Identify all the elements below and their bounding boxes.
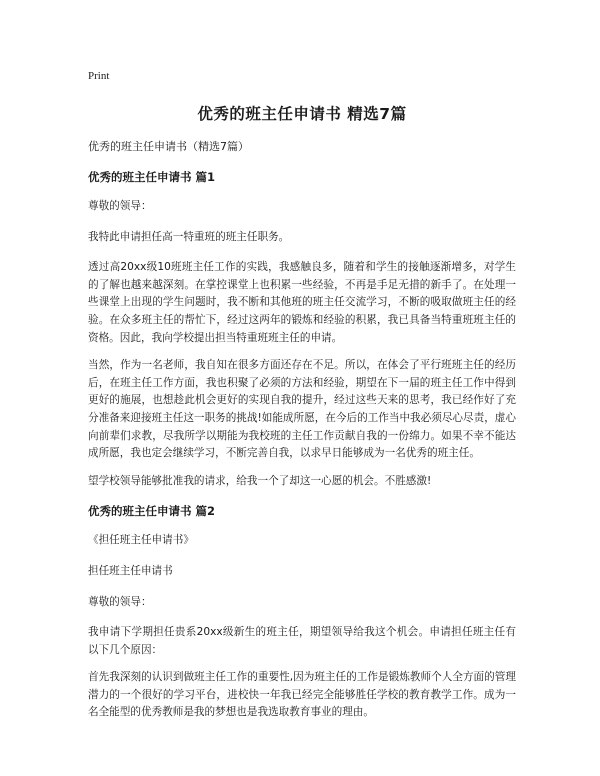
paragraph: 透过高20xx级10班班主任工作的实践，我感触良多，随着和学生的接触逐渐增多，对学生的了解也越来越深刻。在掌控课堂上也积累一些经验，不再是手足无措的新手了。在处理一些课堂上出现的学生问题时，我不断和其他班的班主任交流学习，不断的吸取做班主任的经验。在众多班主任的帮忙下，经过这两年的锻炼和经验的积累，我已具备当特重班班主任的资格。因此，我向学校提出担当特重班班主任的申请。 [88, 261, 516, 344]
document-page [88, 70, 516, 732]
document-subtitle: 优秀的班主任申请书（精选7篇） [88, 140, 249, 153]
section-heading: 优秀的班主任申请书 篇1 [88, 170, 216, 184]
paragraph: 首先我深刻的认识到做班主任工作的重要性,因为班主任的工作是锻炼教师个人全方面的管理潜力的一个很好的学习平台，进校快一年我已经完全能够胜任学校的教育教学工作。成为一名全能型的优秀教师是我的梦想也是我选取教育事业的理由。 [88, 671, 516, 719]
paragraph: 担任班主任申请书 [88, 564, 173, 577]
salutation: 尊敬的领导： [88, 200, 152, 212]
paragraph: 《担任班主任申请书》 [88, 534, 194, 547]
paragraph: 当然，作为一名老师，我自知在很多方面还存在不足。所以，在体会了平行班班主任的经历后，在班主任工作方面，我也积聚了必须的方法和经验，期望在下一届的班主任工作中得到更好的施展，也想趁此机会更好的实现自我的提升，经过这些天来的思考，我已经作好了充分准备来迎接班主任这一职务的挑战!如能成所愿，在今后的工作当中我必须尽心尽责，虚心向前辈们求教，尽我所学以期能为我校班的主任工作贡献自我的一份绵力。如果不幸不能达成所愿，我也定会继续学习，不断完善自我，以求早日能够成为一名优秀的班主任。 [88, 359, 516, 460]
paragraph: 望学校领导能够批准我的请求，给我一个了却这一心愿的机会。不胜感激! [88, 474, 432, 487]
print-link[interactable]: Print [88, 70, 110, 82]
paragraph: 我特此申请担任高一特重班的班主任职务。 [88, 230, 290, 243]
section-heading: 优秀的班主任申请书 篇2 [88, 504, 216, 519]
salutation: 尊敬的领导： [88, 595, 152, 608]
document-title: 优秀的班主任申请书 精选7篇 [197, 105, 407, 123]
paragraph: 我申请下学期担任贵系20xx级新生的班主任，期望领导给我这个机会。申请担任班主任有以下几个原因： [88, 626, 516, 656]
section-1 [88, 169, 516, 490]
section-2 [88, 503, 516, 722]
